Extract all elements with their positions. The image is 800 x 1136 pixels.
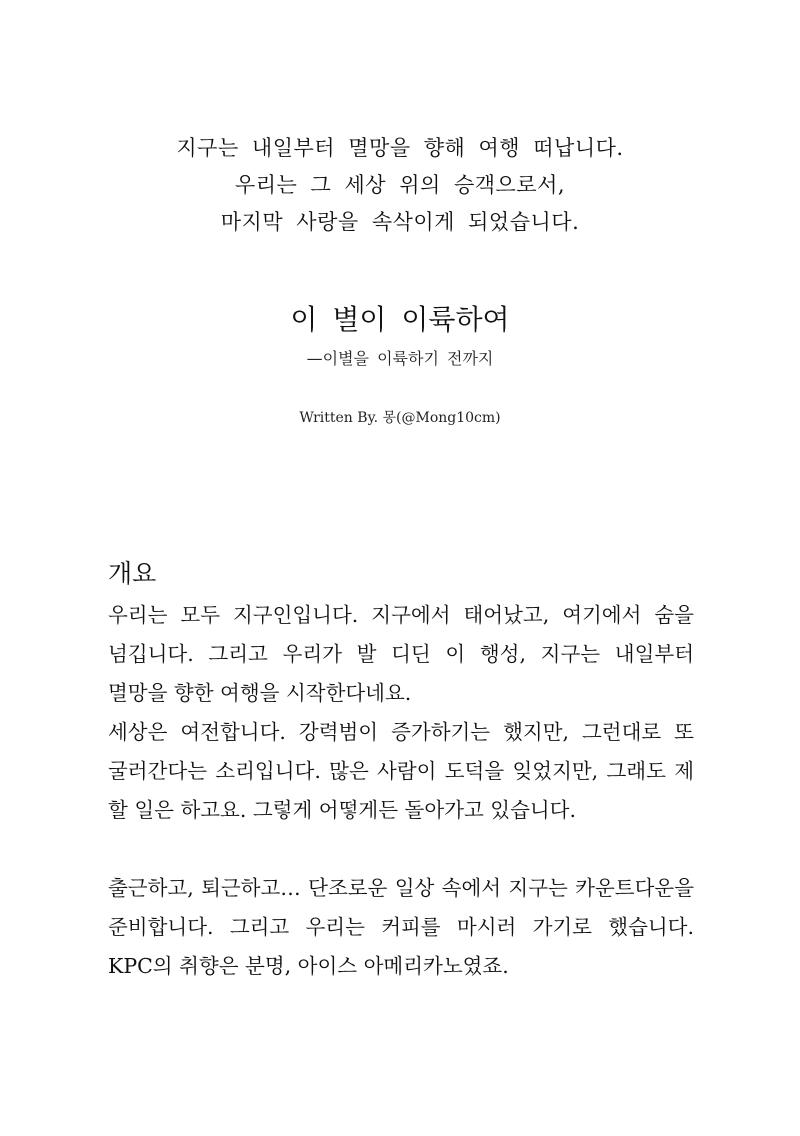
- paragraph-gap: [108, 830, 694, 869]
- document-subtitle: —이별을 이륙하기 전까지: [306, 349, 494, 368]
- body-paragraph: 세상은 여전합니다. 강력범이 증가하기는 했지만, 그런대로 또 굴러간다는 소리입니다. 많은 사람이 도덕을 잊었지만, 그래도 제 할 일은 하고요. 그렇게 어떻게든 돌아가고 있습니다.: [108, 720, 694, 822]
- epigraph-line: 우리는 그 세상 위의 승객으로서,: [234, 173, 566, 197]
- document-title: 이 별이 이륙하여: [290, 303, 510, 336]
- epigraph: [0, 130, 800, 241]
- body-paragraph: 우리는 모두 지구인입니다. 지구에서 태어났고, 여기에서 숨을 넘깁니다. 그리고 우리가 발 디딘 이 행성, 지구는 내일부터 멸망을 향한 여행을 시작한다네요.: [108, 603, 694, 705]
- body-paragraph: 출근하고, 퇴근하고… 단조로운 일상 속에서 지구는 카운트다운을 준비합니다. 그리고 우리는 커피를 마시러 가기로 했습니다. KPC의 취향은 분명, 아이스 아메리카노였죠.: [108, 876, 694, 978]
- section-heading: 개요: [108, 559, 157, 588]
- overview-section: [108, 552, 694, 986]
- epigraph-line: 지구는 내일부터 멸망을 향해 여행 떠납니다.: [176, 136, 624, 160]
- epigraph-line: 마지막 사랑을 속삭이게 되었습니다.: [220, 210, 580, 234]
- author-byline: Written By. 몽(@Mong10cm): [299, 410, 501, 426]
